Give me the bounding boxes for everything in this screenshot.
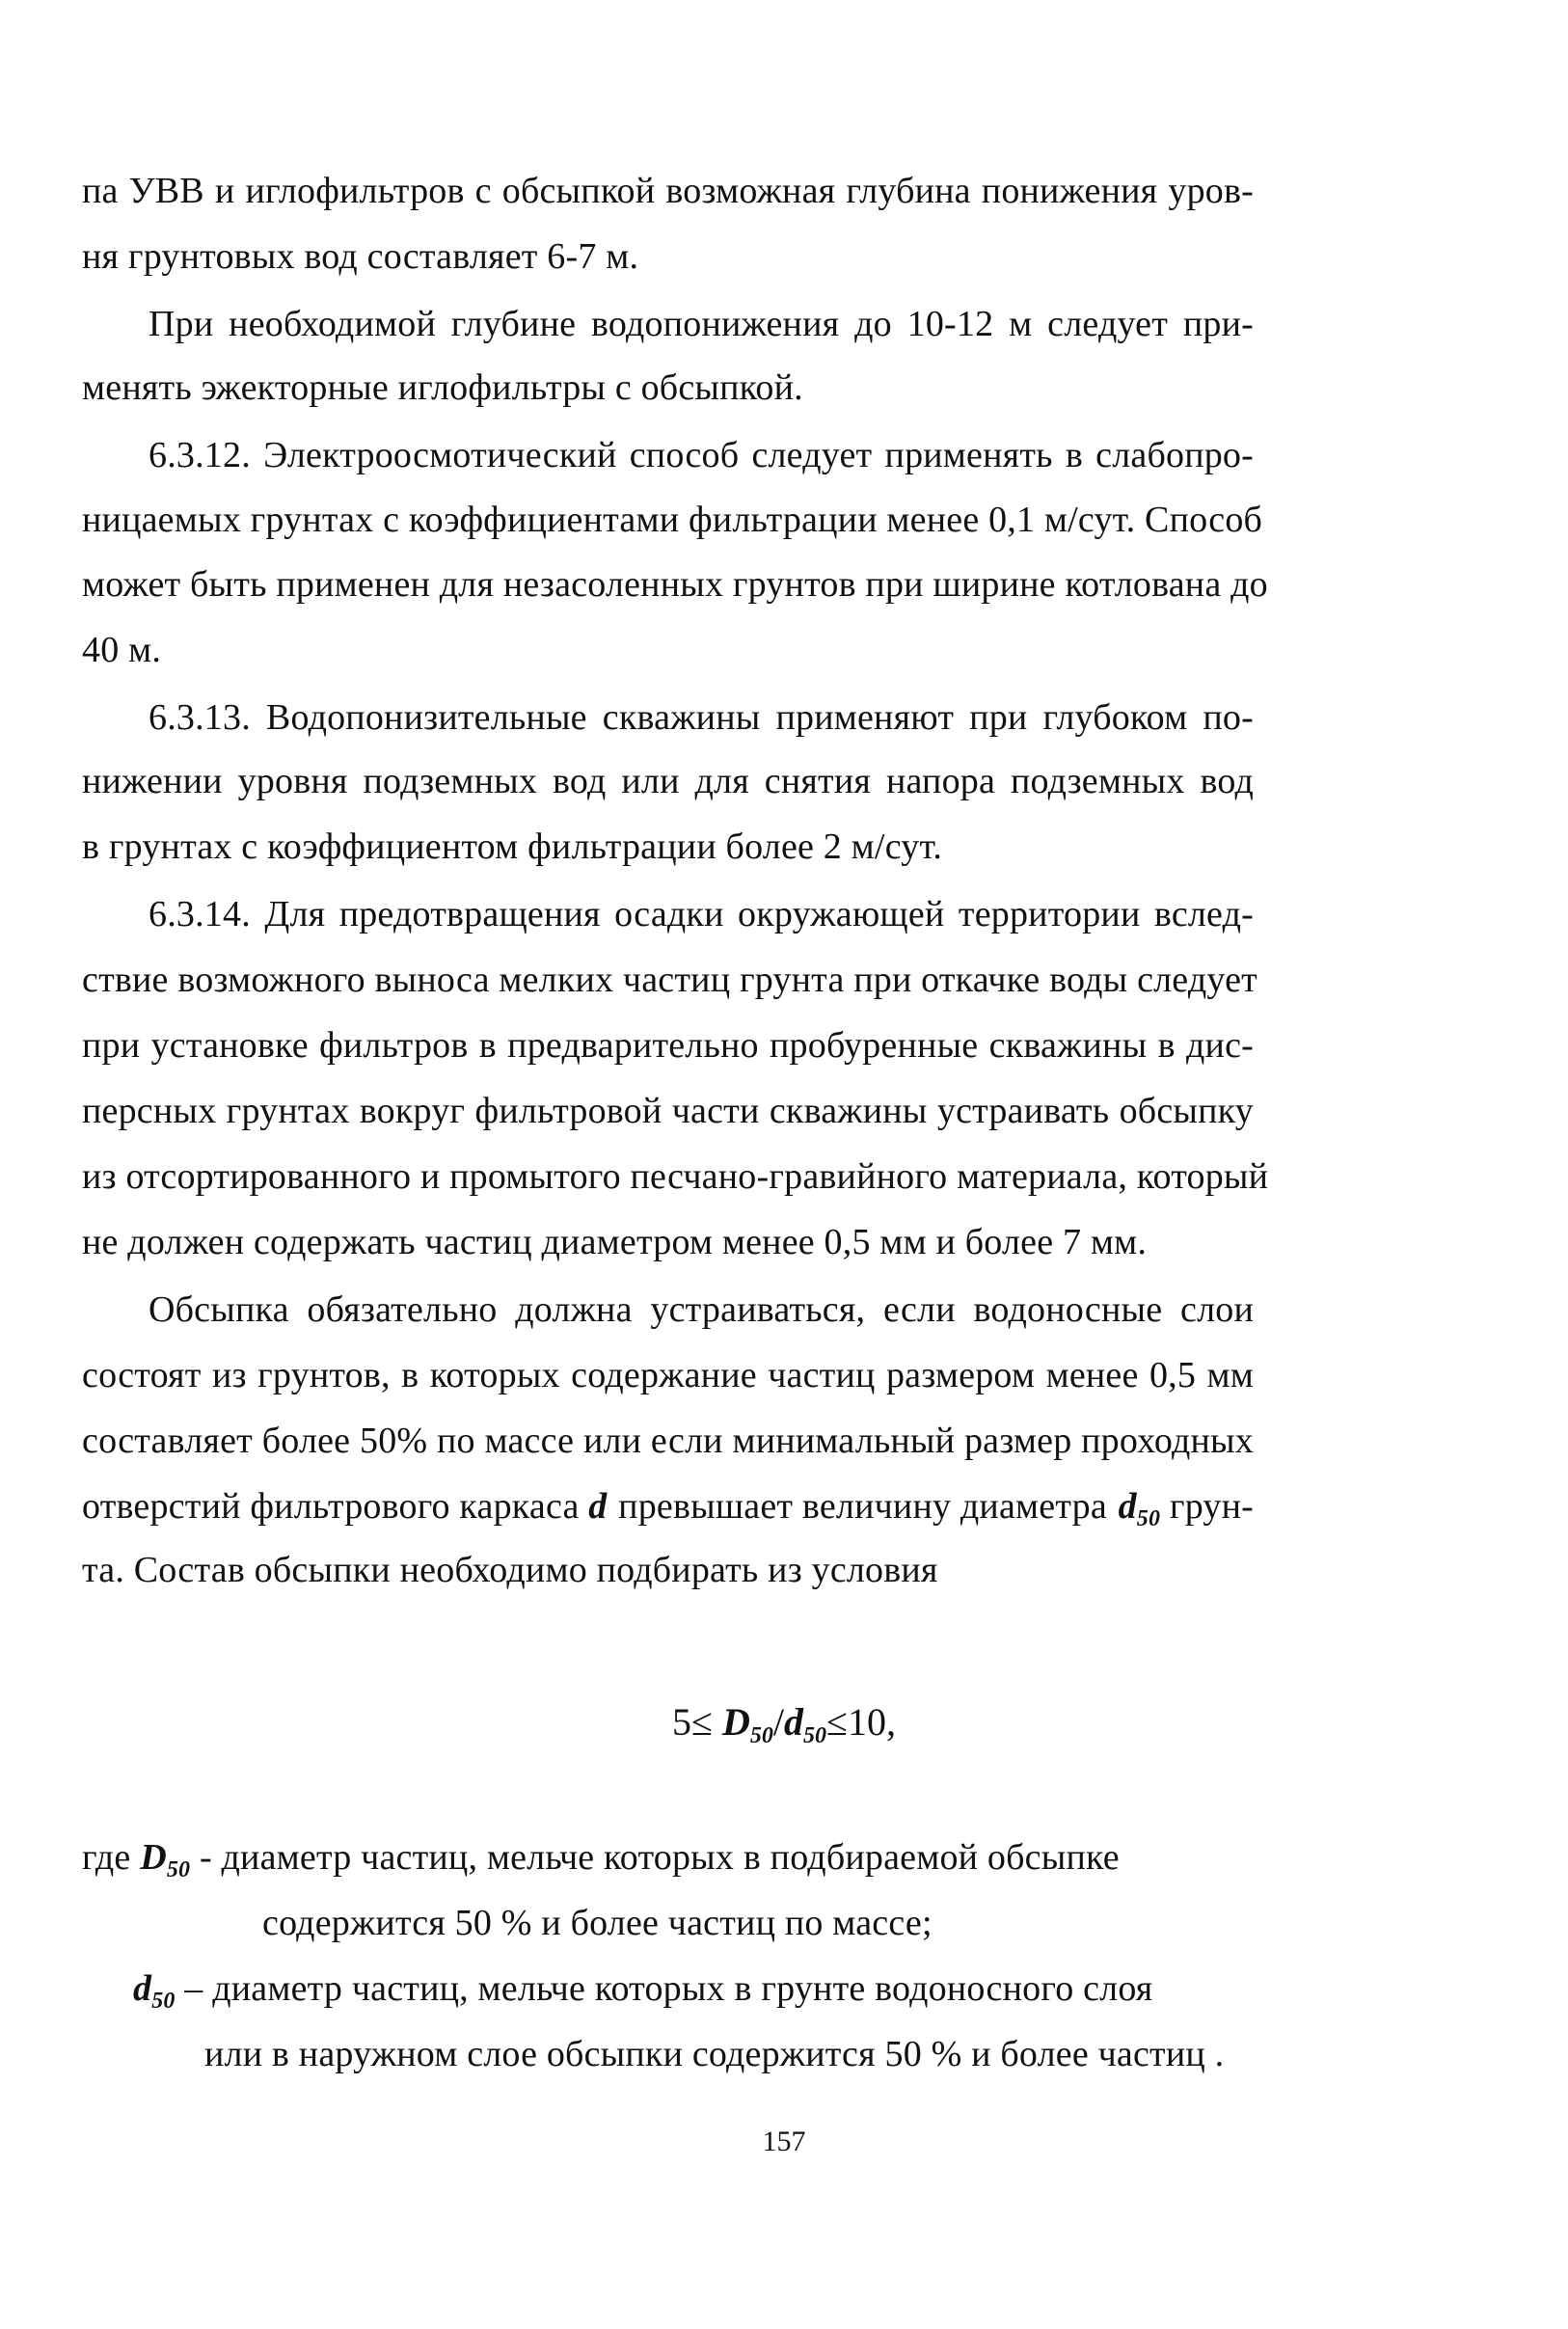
definition-line: содержится 50 % и более частиц по массе;: [262, 1903, 933, 1943]
symbol-d50: $d_{50}$: [1118, 1486, 1161, 1531]
text-line: в грунтах с коэффициентом фильтрации более 2 м/сут.: [82, 826, 943, 867]
text-line: нижении уровня подземных вод или для снятия напора подземных вод: [82, 761, 1254, 801]
text-line: персных грунтах вокруг фильтровой части скважины устраивать обсыпку: [82, 1091, 1254, 1131]
text-line: при установке фильтров в предварительно пробуренные скважины в дис-: [82, 1025, 1254, 1066]
formula: $5\le D_{50}/d_{50}\le 10$,: [672, 1700, 896, 1748]
text-line: состоят из грунтов, в которых содержание частиц размером менее 0,5 мм: [82, 1355, 1254, 1395]
text-line: При необходимой глубине водопонижения до 10-12 м следует при-: [149, 304, 1254, 344]
text-line: менять эжекторные иглофильтры с обсыпкой.: [82, 367, 803, 408]
text-line: может быть применен для незасоленных грунтов при ширине котлована до: [82, 564, 1268, 605]
text-line: 6.3.13. Водопонизительные скважины применяют при глубоком по-: [149, 697, 1254, 738]
page-number: 157: [762, 2126, 806, 2157]
text-line: ницаемых грунтах с коэффициентами фильтрации менее 0,1 м/сут. Способ: [82, 500, 1263, 540]
symbol-d: d: [588, 1486, 608, 1527]
text-line: 6.3.12. Электроосмотический способ следует применять в слабопро-: [149, 435, 1254, 475]
text-line: па УВВ и иглофильтров с обсыпкой возможная глубина понижения уров-: [82, 171, 1254, 211]
text-line: не должен содержать частиц диаметром менее 0,5 мм и более 7 мм.: [82, 1222, 1148, 1262]
text-line-with-symbols: [82, 1485, 1254, 1540]
text-line: ствие возможного выноса мелких частиц грунта при откачке воды следует: [82, 960, 1257, 1000]
text-line: из отсортированного и промытого песчано-гравийного материала, который: [82, 1156, 1269, 1197]
text-line: та. Состав обсыпки необходимо подбирать из условия: [82, 1550, 938, 1590]
text-line: составляет более 50% по массе или если минимальный размер проходных: [82, 1421, 1254, 1461]
text-line: Обсыпка обязательно должна устраиваться, если водоносные слои: [149, 1289, 1254, 1330]
definition-d50-upper: где $D_{50}$ - диаметр частиц, мельче которых в подбираемой обсыпке: [82, 1837, 1120, 1882]
text-segment: отверстий фильтрового каркаса: [82, 1486, 580, 1527]
definition-d50-lower: $d_{50}$ – диаметр частиц, мельче которых в грунте водоносного слоя: [133, 1968, 1153, 2014]
definition-line: или в наружном слое обсыпки содержится 50 % и более частиц .: [204, 2034, 1225, 2074]
text-line: 6.3.14. Для предотвращения осадки окружающей территории вслед-: [149, 894, 1254, 934]
text-segment: грун-: [1169, 1486, 1254, 1527]
text-segment: превышает величину диаметра: [618, 1486, 1107, 1527]
text-line: 40 м.: [82, 630, 162, 670]
text-line: ня грунтовых вод составляет 6-7 м.: [82, 236, 639, 277]
